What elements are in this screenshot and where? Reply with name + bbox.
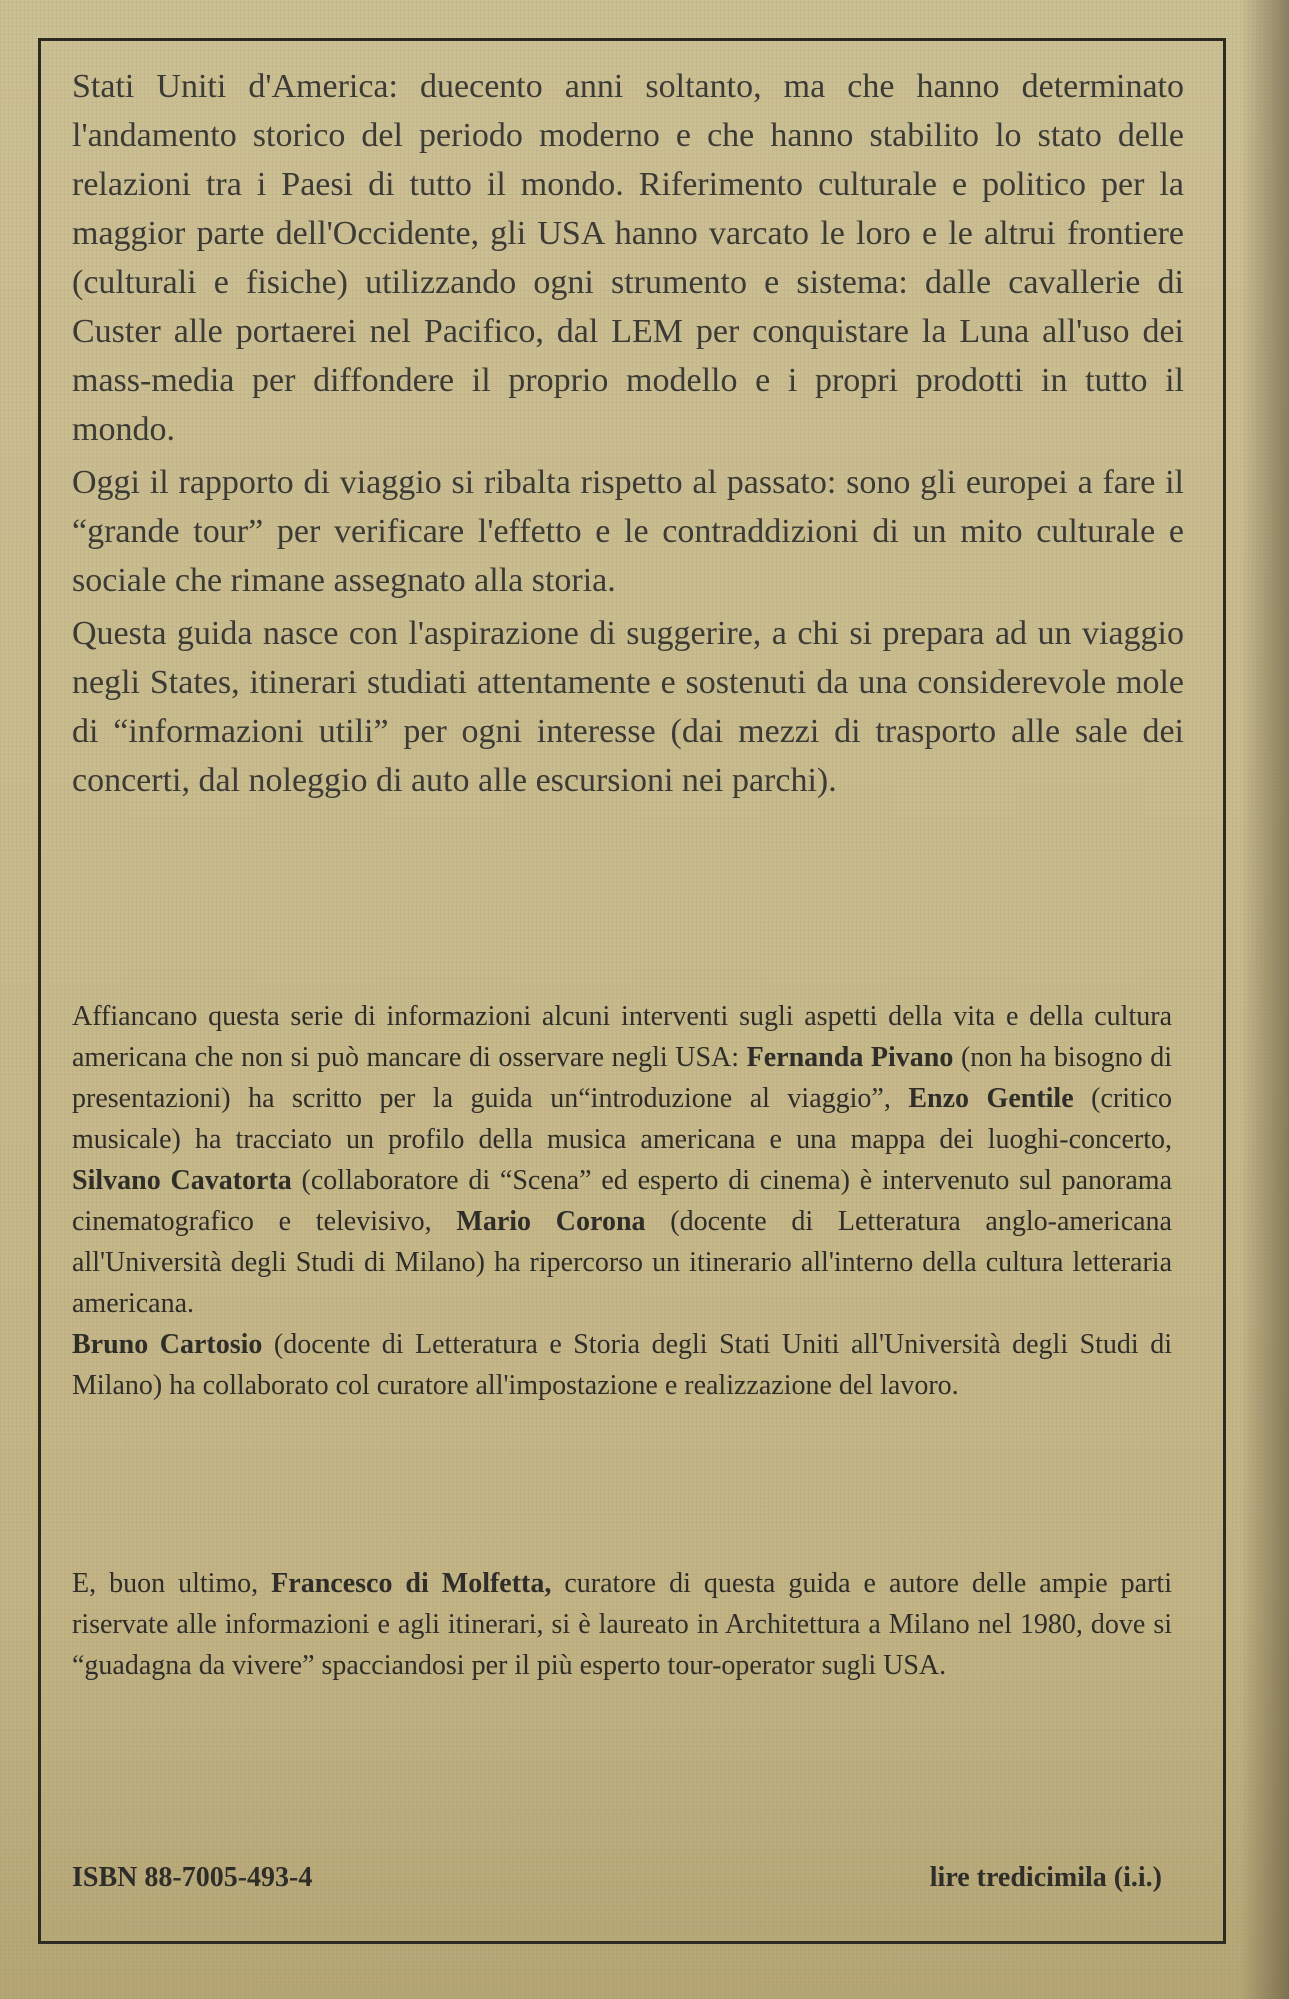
contributor-name: Enzo Gentile	[908, 1083, 1074, 1114]
curator-name: Francesco di Molfetta,	[271, 1568, 552, 1599]
curator-paragraph	[72, 1563, 1172, 1686]
isbn-number: ISBN 88-7005-493-4	[72, 1862, 313, 1893]
contributor-text: (non ha bisogno di presentazioni) ha scritto per la guida un“introduzione al viaggio”,	[72, 1042, 1172, 1114]
contributors-paragraph-2	[72, 1324, 1172, 1406]
cover-footer	[72, 1862, 1162, 1894]
curator-text: curatore di questa guida e autore delle ampie parti riservate alle informazioni e agli itinerari, si è laureato in Architettura a Milano nel 1980, dove si “guadagna da vivere” spacciandosi per il più esperto tour-operator sugli USA.	[72, 1568, 1172, 1681]
contributor-name: Mario Corona	[456, 1206, 646, 1237]
description-paragraph-2: Oggi il rapporto di viaggio si ribalta rispetto al passato: sono gli europei a fare il “grande tour” per verificare l'effetto e le contraddizioni di un mito culturale e sociale che rimane assegnato alla storia.	[72, 464, 1184, 599]
contributors-section	[72, 996, 1172, 1406]
contributor-text: (docente di Letteratura anglo-americana all'Università degli Studi di Milano) ha ripercorso un itinerario all'interno della cultura letteraria americana.	[72, 1206, 1172, 1319]
contributor-name: Silvano Cavatorta	[72, 1165, 292, 1196]
page-edge-shadow	[1241, 0, 1289, 1999]
contributor-text: (critico musicale) ha tracciato un profilo della musica americana e una mappa dei luoghi-concerto,	[72, 1083, 1172, 1155]
contributor-text: (docente di Letteratura e Storia degli Stati Uniti all'Università degli Studi di Milano) ha collaborato col curatore all'impostazione e realizzazione del lavoro.	[72, 1329, 1172, 1401]
contributor-text: (collaboratore di “Scena” ed esperto di cinema) è intervenuto sul panorama cinematografico e televisivo,	[72, 1165, 1173, 1237]
contributors-paragraph-1	[72, 996, 1172, 1324]
curator-intro-text: E, buon ultimo,	[72, 1568, 272, 1599]
curator-section	[72, 1563, 1172, 1686]
price-label: lire tredicimila (i.i.)	[929, 1862, 1162, 1893]
contributors-intro-text: Affiancano questa serie di informazioni alcuni interventi sugli aspetti della vita e della cultura americana che non si può mancare di osservare negli USA:	[72, 1001, 1172, 1073]
contributor-name: Bruno Cartosio	[72, 1329, 263, 1360]
description-paragraph-3: Questa guida nasce con l'aspirazione di suggerire, a chi si prepara ad un viaggio negli States, itinerari studiati attentamente e sostenuti da una considerevole mole di “informazioni utili” per ogni interesse (dai mezzi di trasporto alle sale dei concerti, dal noleggio di auto alle escursioni nei parchi).	[72, 615, 1184, 799]
main-description	[72, 62, 1184, 809]
description-paragraph-1: Stati Uniti d'America: duecento anni soltanto, ma che hanno determinato l'andamento storico del periodo moderno e che hanno stabilito lo stato delle relazioni tra i Paesi di tutto il mondo. Riferimento culturale e politico per la maggior parte dell'Occidente, gli USA hanno varcato le loro e le altrui frontiere (culturali e fisiche) utilizzando ogni strumento e sistema: dalle cavallerie di Custer alle portaerei nel Pacifico, dal LEM per conquistare la Luna all'uso dei mass-media per diffondere il proprio modello e i propri prodotti in tutto il mondo.	[72, 68, 1184, 448]
contributor-name: Fernanda Pivano	[746, 1042, 954, 1073]
